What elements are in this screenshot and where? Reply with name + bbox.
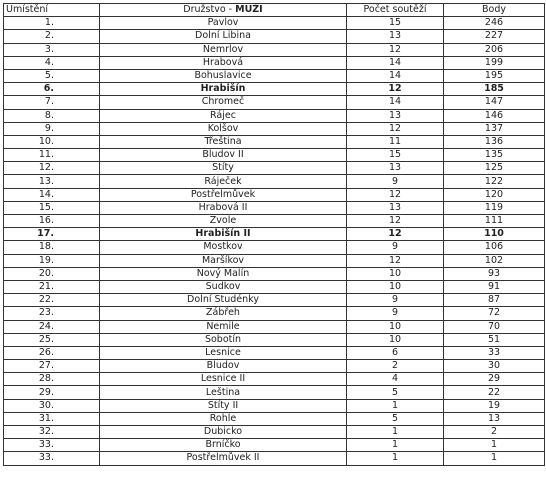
points-cell: 125 xyxy=(444,162,545,175)
table-row xyxy=(4,188,545,201)
rank-cell: 9. xyxy=(4,122,100,135)
rank-cell: 14. xyxy=(4,188,100,201)
table-row xyxy=(4,149,545,162)
points-cell: 1 xyxy=(444,439,545,452)
table-row xyxy=(4,399,545,412)
results-table xyxy=(3,3,545,466)
count-cell: 1 xyxy=(347,426,444,439)
rank-cell: 3. xyxy=(4,43,100,56)
rank-cell: 15. xyxy=(4,201,100,214)
table-row xyxy=(4,69,545,82)
rank-cell: 19. xyxy=(4,254,100,267)
count-cell: 4 xyxy=(347,373,444,386)
count-cell: 12 xyxy=(347,228,444,241)
team-cell: Mostkov xyxy=(100,241,347,254)
rank-cell: 31. xyxy=(4,412,100,425)
table-row xyxy=(4,360,545,373)
rank-cell: 26. xyxy=(4,346,100,359)
count-cell: 1 xyxy=(347,439,444,452)
team-cell: Nemile xyxy=(100,320,347,333)
rank-cell: 8. xyxy=(4,109,100,122)
header-row xyxy=(4,4,545,17)
table-row xyxy=(4,43,545,56)
points-cell: 33 xyxy=(444,346,545,359)
count-cell: 14 xyxy=(347,56,444,69)
table-row xyxy=(4,30,545,43)
points-cell: 22 xyxy=(444,386,545,399)
table-row xyxy=(4,135,545,148)
count-cell: 13 xyxy=(347,162,444,175)
points-cell: 91 xyxy=(444,280,545,293)
count-cell: 12 xyxy=(347,215,444,228)
rank-cell: 22. xyxy=(4,294,100,307)
rank-cell: 29. xyxy=(4,386,100,399)
count-cell: 1 xyxy=(347,399,444,412)
table-row xyxy=(4,412,545,425)
team-cell: Nemrlov xyxy=(100,43,347,56)
rank-cell: 25. xyxy=(4,333,100,346)
table-row xyxy=(4,56,545,69)
table-row xyxy=(4,109,545,122)
count-cell: 13 xyxy=(347,30,444,43)
rank-cell: 13. xyxy=(4,175,100,188)
team-cell: Ráječek xyxy=(100,175,347,188)
table-row xyxy=(4,307,545,320)
rank-cell: 18. xyxy=(4,241,100,254)
points-cell: 70 xyxy=(444,320,545,333)
table-row xyxy=(4,215,545,228)
count-cell: 15 xyxy=(347,149,444,162)
points-cell: 111 xyxy=(444,215,545,228)
table-row xyxy=(4,373,545,386)
team-cell: Hrabišín II xyxy=(100,228,347,241)
points-cell: 93 xyxy=(444,267,545,280)
count-cell: 10 xyxy=(347,280,444,293)
table-row xyxy=(4,96,545,109)
team-cell: Bohuslavice xyxy=(100,69,347,82)
team-cell: Zvole xyxy=(100,215,347,228)
points-cell: 227 xyxy=(444,30,545,43)
table-row xyxy=(4,280,545,293)
count-cell: 14 xyxy=(347,96,444,109)
header-rank: Umístění xyxy=(4,4,100,17)
count-cell: 6 xyxy=(347,346,444,359)
header-points: Body xyxy=(444,4,545,17)
team-cell: Maršíkov xyxy=(100,254,347,267)
points-cell: 51 xyxy=(444,333,545,346)
rank-cell: 11. xyxy=(4,149,100,162)
table-row xyxy=(4,254,545,267)
team-cell: Zábřeh xyxy=(100,307,347,320)
team-cell: Lesnice II xyxy=(100,373,347,386)
points-cell: 146 xyxy=(444,109,545,122)
points-cell: 199 xyxy=(444,56,545,69)
team-cell: Třeština xyxy=(100,135,347,148)
points-cell: 2 xyxy=(444,426,545,439)
team-cell: Nový Malín xyxy=(100,267,347,280)
count-cell: 12 xyxy=(347,122,444,135)
count-cell: 9 xyxy=(347,307,444,320)
team-cell: Sudkov xyxy=(100,280,347,293)
team-cell: Kolšov xyxy=(100,122,347,135)
team-cell: Chromeč xyxy=(100,96,347,109)
team-cell: Bludov II xyxy=(100,149,347,162)
team-cell: Hrabišín xyxy=(100,83,347,96)
points-cell: 137 xyxy=(444,122,545,135)
rank-cell: 28. xyxy=(4,373,100,386)
count-cell: 12 xyxy=(347,188,444,201)
points-cell: 136 xyxy=(444,135,545,148)
points-cell: 119 xyxy=(444,201,545,214)
count-cell: 2 xyxy=(347,360,444,373)
count-cell: 10 xyxy=(347,333,444,346)
count-cell: 10 xyxy=(347,267,444,280)
table-row xyxy=(4,228,545,241)
table-row xyxy=(4,17,545,30)
team-cell: Dubicko xyxy=(100,426,347,439)
count-cell: 9 xyxy=(347,294,444,307)
table-row xyxy=(4,241,545,254)
points-cell: 13 xyxy=(444,412,545,425)
rank-cell: 24. xyxy=(4,320,100,333)
team-cell: Štíty II xyxy=(100,399,347,412)
points-cell: 72 xyxy=(444,307,545,320)
team-cell: Štíty xyxy=(100,162,347,175)
team-cell: Bludov xyxy=(100,360,347,373)
team-cell: Hrabová II xyxy=(100,201,347,214)
points-cell: 29 xyxy=(444,373,545,386)
points-cell: 87 xyxy=(444,294,545,307)
table-row xyxy=(4,439,545,452)
team-cell: Lesnice xyxy=(100,346,347,359)
table-row xyxy=(4,83,545,96)
team-cell: Postřelmůvek xyxy=(100,188,347,201)
table-row xyxy=(4,320,545,333)
header-team-prefix: Družstvo - xyxy=(183,4,236,16)
table-body xyxy=(4,17,545,465)
header-count: Počet soutěží xyxy=(347,4,444,17)
rank-cell: 17. xyxy=(4,228,100,241)
points-cell: 135 xyxy=(444,149,545,162)
rank-cell: 6. xyxy=(4,83,100,96)
points-cell: 147 xyxy=(444,96,545,109)
table-row xyxy=(4,162,545,175)
team-cell: Hrabová xyxy=(100,56,347,69)
table-row xyxy=(4,386,545,399)
team-cell: Pavlov xyxy=(100,17,347,30)
table-row xyxy=(4,426,545,439)
rank-cell: 23. xyxy=(4,307,100,320)
rank-cell: 5. xyxy=(4,69,100,82)
count-cell: 10 xyxy=(347,320,444,333)
points-cell: 30 xyxy=(444,360,545,373)
count-cell: 12 xyxy=(347,254,444,267)
team-cell: Rohle xyxy=(100,412,347,425)
count-cell: 9 xyxy=(347,241,444,254)
team-cell: Sobotín xyxy=(100,333,347,346)
team-cell: Dolní Studénky xyxy=(100,294,347,307)
points-cell: 19 xyxy=(444,399,545,412)
count-cell: 13 xyxy=(347,109,444,122)
count-cell: 5 xyxy=(347,386,444,399)
table-row xyxy=(4,294,545,307)
points-cell: 106 xyxy=(444,241,545,254)
points-cell: 102 xyxy=(444,254,545,267)
rank-cell: 1. xyxy=(4,17,100,30)
table-row xyxy=(4,333,545,346)
count-cell: 9 xyxy=(347,175,444,188)
rank-cell: 20. xyxy=(4,267,100,280)
rank-cell: 33. xyxy=(4,452,100,465)
count-cell: 13 xyxy=(347,201,444,214)
count-cell: 11 xyxy=(347,135,444,148)
header-team-emphasis: MUŽI xyxy=(235,4,263,16)
table-row xyxy=(4,175,545,188)
team-cell: Rájec xyxy=(100,109,347,122)
count-cell: 12 xyxy=(347,83,444,96)
team-cell: Dolní Libina xyxy=(100,30,347,43)
rank-cell: 4. xyxy=(4,56,100,69)
points-cell: 120 xyxy=(444,188,545,201)
count-cell: 12 xyxy=(347,43,444,56)
points-cell: 122 xyxy=(444,175,545,188)
points-cell: 1 xyxy=(444,452,545,465)
rank-cell: 16. xyxy=(4,215,100,228)
points-cell: 206 xyxy=(444,43,545,56)
count-cell: 14 xyxy=(347,69,444,82)
rank-cell: 30. xyxy=(4,399,100,412)
rank-cell: 21. xyxy=(4,280,100,293)
points-cell: 246 xyxy=(444,17,545,30)
count-cell: 15 xyxy=(347,17,444,30)
rank-cell: 2. xyxy=(4,30,100,43)
rank-cell: 33. xyxy=(4,439,100,452)
table-row xyxy=(4,346,545,359)
rank-cell: 7. xyxy=(4,96,100,109)
points-cell: 110 xyxy=(444,228,545,241)
table-row xyxy=(4,267,545,280)
team-cell: Leština xyxy=(100,386,347,399)
rank-cell: 12. xyxy=(4,162,100,175)
points-cell: 185 xyxy=(444,83,545,96)
team-cell: Brníčko xyxy=(100,439,347,452)
table-row xyxy=(4,452,545,465)
count-cell: 5 xyxy=(347,412,444,425)
table-row xyxy=(4,122,545,135)
points-cell: 195 xyxy=(444,69,545,82)
rank-cell: 27. xyxy=(4,360,100,373)
table-row xyxy=(4,201,545,214)
count-cell: 1 xyxy=(347,452,444,465)
header-team xyxy=(100,4,347,17)
rank-cell: 10. xyxy=(4,135,100,148)
team-cell: Postřelmůvek II xyxy=(100,452,347,465)
rank-cell: 32. xyxy=(4,426,100,439)
